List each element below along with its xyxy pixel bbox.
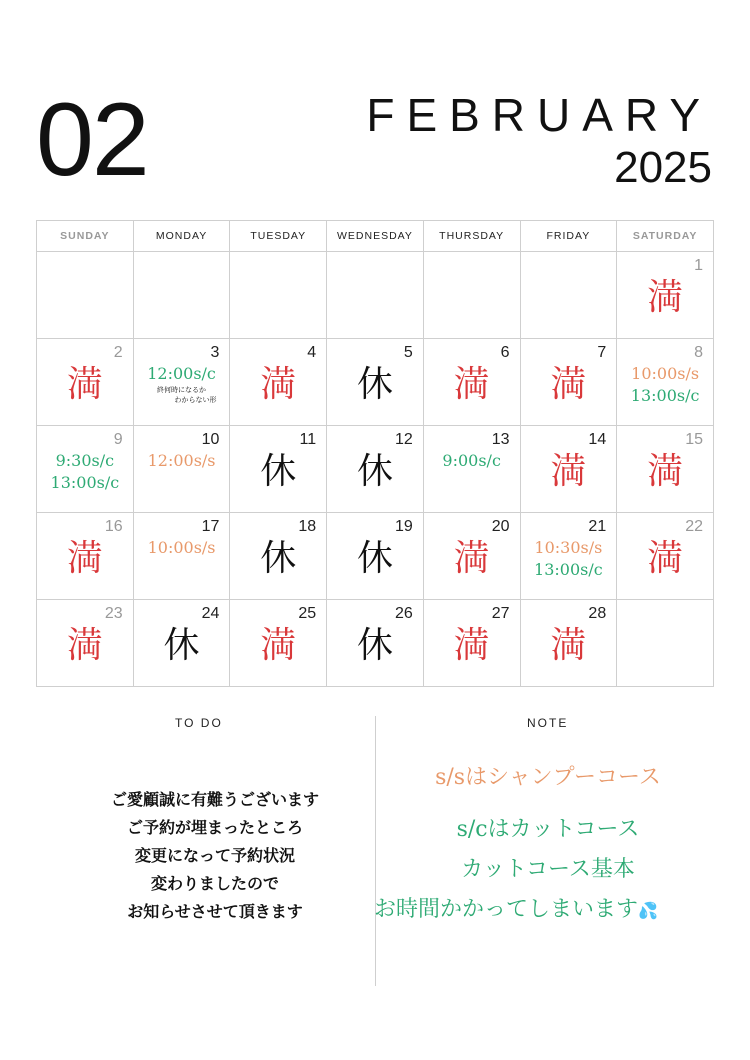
month-name: FEBRUARY — [366, 89, 712, 141]
closed-day-mark: 休 — [356, 538, 393, 579]
available-slot-shampoo: 10:00s/s — [147, 538, 216, 557]
day-cell — [617, 252, 714, 339]
day-cell — [230, 339, 327, 426]
day-number: 7 — [597, 344, 607, 361]
closed-day-mark: 休 — [260, 538, 297, 579]
day-cell — [617, 426, 714, 513]
day-content — [617, 276, 713, 338]
weekday-header-row — [37, 221, 714, 252]
fully-booked-mark: 満 — [647, 451, 684, 492]
day-content — [134, 450, 230, 512]
empty-day-cell — [133, 252, 230, 339]
note-time-warning-text: お時間かかってしまいます — [374, 897, 639, 922]
day-cell — [133, 600, 230, 687]
note-cut-course-basic: カットコース基本 — [461, 857, 635, 882]
available-slot-cut: 9:00s/c — [442, 451, 501, 470]
weekday-monday: MONDAY — [133, 221, 230, 252]
day-number: 28 — [588, 605, 607, 622]
day-number: 1 — [694, 257, 703, 274]
fully-booked-mark: 満 — [550, 625, 587, 666]
day-content — [424, 363, 520, 425]
day-cell — [617, 339, 714, 426]
available-slot-cut: 13:00s/c — [50, 473, 120, 492]
day-number: 2 — [113, 344, 123, 361]
day-content — [37, 450, 133, 512]
day-content — [134, 537, 230, 599]
day-content — [424, 537, 520, 599]
empty-day-cell — [230, 252, 327, 339]
available-slot-cut: 12:00s/c — [147, 364, 216, 383]
weekday-tuesday: TUESDAY — [230, 221, 327, 252]
weekday-sunday: SUNDAY — [37, 221, 134, 252]
note-time-warning — [374, 892, 746, 929]
day-cell — [520, 339, 617, 426]
empty-day-cell — [37, 252, 134, 339]
day-number: 15 — [685, 431, 703, 448]
day-number: 18 — [298, 518, 317, 535]
closed-day-mark: 休 — [163, 625, 200, 666]
day-cell — [230, 513, 327, 600]
day-cell — [327, 339, 424, 426]
calendar-week-row — [37, 513, 714, 600]
calendar-body — [37, 252, 714, 687]
section-divider — [375, 716, 376, 986]
note-heading: NOTE — [527, 716, 569, 730]
day-cell — [37, 513, 134, 600]
day-content — [617, 537, 713, 599]
day-content — [327, 537, 423, 599]
day-content — [134, 624, 230, 686]
day-cell — [520, 600, 617, 687]
available-slot-shampoo: 10:30s/s — [534, 538, 603, 557]
day-number: 26 — [395, 605, 413, 622]
note-shampoo-course: s/sはシャンプーコース — [435, 765, 661, 790]
weekday-wednesday: WEDNESDAY — [327, 221, 424, 252]
fully-booked-mark: 満 — [66, 625, 103, 666]
day-cell — [327, 426, 424, 513]
day-content — [327, 450, 423, 512]
day-content — [327, 624, 423, 686]
note-cut-course: s/cはカットコース — [456, 817, 640, 842]
fully-booked-mark: 満 — [647, 277, 684, 318]
day-number: 4 — [307, 344, 317, 361]
fully-booked-mark: 満 — [260, 625, 297, 666]
day-number: 13 — [491, 431, 510, 448]
day-number: 8 — [694, 344, 703, 361]
weekday-thursday: THURSDAY — [423, 221, 520, 252]
sweat-droplets-icon: 💦 — [638, 901, 658, 920]
day-content — [424, 450, 520, 512]
day-number: 12 — [395, 431, 413, 448]
day-content — [521, 537, 617, 599]
available-slot-cut: 13:00s/c — [534, 560, 603, 579]
day-content — [37, 624, 133, 686]
day-content — [230, 363, 326, 425]
fully-booked-mark: 満 — [453, 538, 490, 579]
day-content — [230, 624, 326, 686]
todo-heading: TO DO — [175, 716, 223, 730]
fully-booked-mark: 満 — [550, 451, 587, 492]
slot-note: 終何時になるか — [157, 386, 207, 394]
day-cell — [423, 339, 520, 426]
day-cell — [423, 600, 520, 687]
available-slot-cut: 9:30s/c — [55, 451, 115, 470]
empty-day-cell — [617, 600, 714, 687]
day-number: 19 — [395, 518, 413, 535]
day-number: 17 — [201, 518, 220, 535]
day-cell — [37, 600, 134, 687]
available-slot-shampoo: 10:00s/s — [631, 364, 700, 383]
day-cell — [617, 513, 714, 600]
calendar-week-row — [37, 600, 714, 687]
day-cell — [37, 339, 134, 426]
year: 2025 — [614, 143, 712, 192]
fully-booked-mark: 満 — [550, 364, 587, 405]
day-content — [521, 450, 617, 512]
day-number: 22 — [685, 518, 703, 535]
closed-day-mark: 休 — [356, 451, 393, 492]
day-content — [424, 624, 520, 686]
day-cell — [520, 426, 617, 513]
day-cell — [423, 426, 520, 513]
day-content — [37, 537, 133, 599]
todo-line: ご愛顧誠に有難うございます — [110, 790, 319, 809]
day-content — [37, 363, 133, 425]
closed-day-mark: 休 — [260, 451, 297, 492]
fully-booked-mark: 満 — [66, 364, 103, 405]
empty-day-cell — [423, 252, 520, 339]
day-number: 9 — [113, 431, 123, 448]
day-number: 27 — [491, 605, 510, 622]
day-cell — [133, 426, 230, 513]
calendar-week-row — [37, 252, 714, 339]
closed-day-mark: 休 — [356, 364, 393, 405]
calendar-week-row — [37, 426, 714, 513]
empty-day-cell — [520, 252, 617, 339]
day-cell — [230, 600, 327, 687]
day-number: 6 — [500, 344, 510, 361]
todo-line: ご予約が埋まったところ — [126, 818, 303, 837]
day-cell — [230, 426, 327, 513]
day-number: 25 — [298, 605, 317, 622]
day-number: 21 — [588, 518, 607, 535]
todo-line: 変わりましたので — [150, 874, 279, 893]
day-number: 24 — [201, 605, 220, 622]
day-content — [521, 363, 617, 425]
day-number: 20 — [491, 518, 510, 535]
day-content — [521, 624, 617, 686]
available-slot-cut: 13:00s/c — [630, 386, 700, 405]
day-number: 10 — [201, 431, 220, 448]
day-content — [134, 363, 230, 425]
day-cell — [327, 600, 424, 687]
fully-booked-mark: 満 — [453, 364, 490, 405]
closed-day-mark: 休 — [356, 625, 393, 666]
day-cell — [327, 513, 424, 600]
day-cell — [133, 513, 230, 600]
day-number: 23 — [104, 605, 123, 622]
day-number: 3 — [210, 344, 220, 361]
day-number: 5 — [403, 344, 413, 361]
weekday-saturday: SATURDAY — [617, 221, 714, 252]
day-number: 11 — [299, 431, 317, 448]
day-content — [327, 363, 423, 425]
day-content — [230, 537, 326, 599]
day-number: 16 — [104, 518, 123, 535]
day-cell — [423, 513, 520, 600]
day-cell — [133, 339, 230, 426]
month-number: 02 — [36, 82, 148, 198]
slot-note: わからない形 — [174, 396, 217, 404]
weekday-friday: FRIDAY — [520, 221, 617, 252]
day-content — [230, 450, 326, 512]
empty-day-cell — [327, 252, 424, 339]
fully-booked-mark: 満 — [66, 538, 103, 579]
available-slot-shampoo: 12:00s/s — [147, 451, 216, 470]
day-cell — [520, 513, 617, 600]
todo-line: お知らせさせて頂きます — [127, 902, 303, 921]
day-content — [617, 450, 713, 512]
todo-line: 変更になって予約状況 — [134, 846, 295, 865]
calendar-week-row — [37, 339, 714, 426]
day-number: 14 — [588, 431, 607, 448]
calendar-grid — [36, 220, 714, 687]
fully-booked-mark: 満 — [260, 364, 297, 405]
fully-booked-mark: 満 — [453, 625, 490, 666]
fully-booked-mark: 満 — [647, 538, 684, 579]
day-cell — [37, 426, 134, 513]
day-content — [617, 363, 713, 425]
todo-message — [70, 786, 360, 926]
